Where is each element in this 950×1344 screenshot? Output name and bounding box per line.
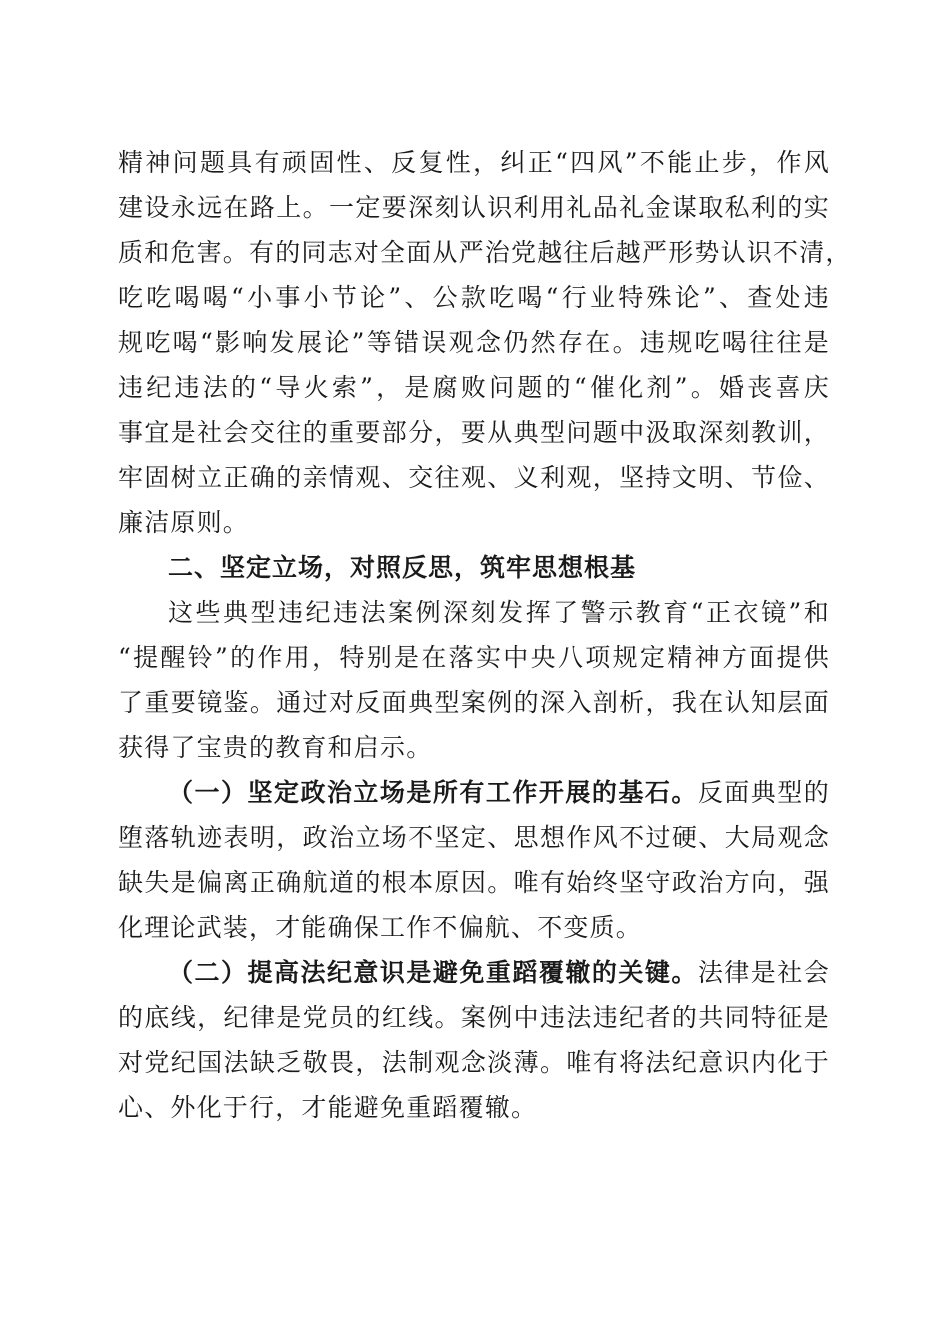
subsection-lead: （一）坚定政治立场是所有工作开展的基石。 [168,778,698,807]
paragraph-writing-style [118,140,852,545]
text-line: 违纪违法的“导火索”，是腐败问题的“催化剂”。婚丧喜庆 [118,373,830,402]
text-line [118,950,830,995]
text-line: 牢固树立正确的亲情观、交往观、义利观，坚持文明、节俭、 [118,463,830,492]
text-line: 规吃喝“影响发展论”等错误观念仍然存在。违规吃喝往往是 [118,328,830,357]
text-line: 了重要镜鉴。通过对反面典型案例的深入剖析，我在认知层面 [118,688,830,717]
text-line: 事宜是社会交往的重要部分，要从典型问题中汲取深刻教训， [118,418,830,447]
paragraph-warning-education [118,590,830,770]
text-line: 缺失是偏离正确航道的根本原因。唯有始终坚守政治方向，强 [118,868,830,897]
text-line [118,770,830,815]
section-heading-2: 二、坚定立场，对照反思，筑牢思想根基 [168,553,637,582]
text-line: 的底线，纪律是党员的红线。案例中违法违纪者的共同特征是 [118,1003,830,1032]
text-line: 精神问题具有顽固性、反复性，纠正“四风”不能止步，作风 [118,148,830,177]
text-line: 化理论武装，才能确保工作不偏航、不变质。 [118,913,643,942]
subsection-legal-awareness [118,950,830,1130]
text-line: 这些典型违纪违法案例深刻发挥了警示教育“正衣镜”和 [168,598,830,627]
text-line: 获得了宝贵的教育和启示。 [118,733,433,762]
document-page [118,140,852,1130]
text-line: 建设永远在路上。一定要深刻认识利用礼品礼金谋取私利的实 [118,193,830,222]
text-line: 对党纪国法缺乏敬畏，法制观念淡薄。唯有将法纪意识内化于 [118,1048,830,1077]
text-line: 心、外化于行，才能避免重蹈覆辙。 [118,1093,538,1122]
subsection-lead: （二）提高法纪意识是避免重蹈覆辙的关键。 [168,958,698,987]
text-line: 廉洁原则。 [118,508,250,537]
subsection-lead-continuation: 反面典型的 [697,778,830,807]
text-line: 质和危害。有的同志对全面从严治党越往后越严形势认识不清， [118,238,852,267]
subsection-political-stance [118,770,830,950]
text-line: 堕落轨迹表明，政治立场不坚定、思想作风不过硬、大局观念 [118,823,830,852]
text-line: 吃吃喝喝“小事小节论”、公款吃喝“行业特殊论”、查处违 [118,283,830,312]
text-line: “提醒铃”的作用，特别是在落实中央八项规定精神方面提供 [118,643,830,672]
subsection-lead-continuation: 法律是社会 [697,958,830,987]
